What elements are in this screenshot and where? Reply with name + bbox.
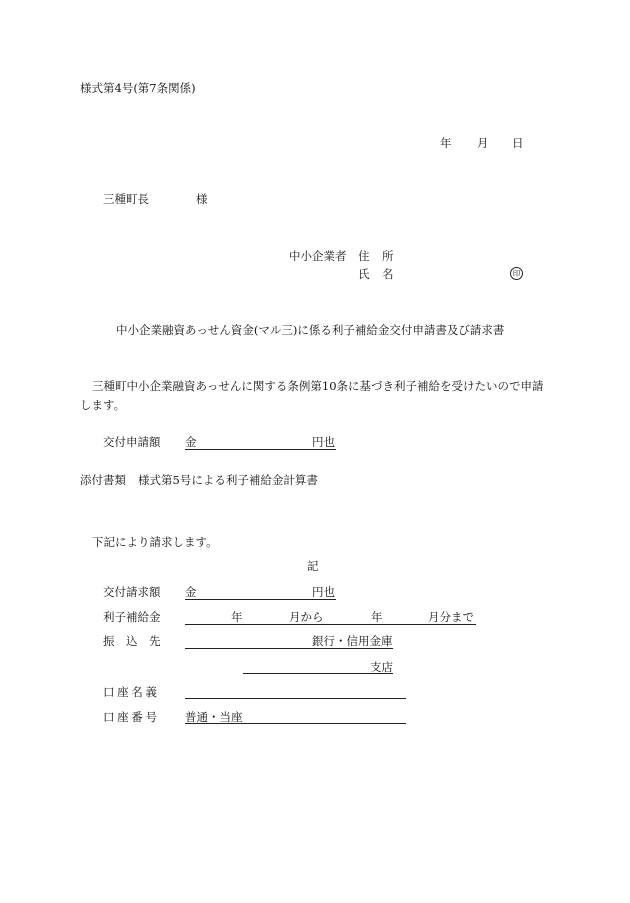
addressee-name: 三種町長	[103, 192, 149, 206]
date-month-label: 月	[477, 136, 489, 150]
request-heading: 記	[307, 559, 319, 573]
body-text-line-1: 三種町中小企業融資あっせんに関する条例第10条に基づき利子補給を受けたいので申請	[92, 379, 544, 393]
request-amount-label: 交付請求額	[103, 585, 161, 599]
attachments-label: 添付書類	[80, 473, 126, 487]
application-amount-prefix: 金	[185, 435, 197, 449]
request-amount-suffix: 円也	[312, 585, 335, 599]
period-blank	[185, 624, 476, 625]
transfer-label: 振 込 先	[103, 634, 161, 648]
period-year-from: 年	[231, 610, 243, 624]
period-month-from: 月から	[289, 610, 324, 624]
applicant-category: 中小企業者	[289, 249, 347, 263]
address-label-char-1: 住	[358, 249, 370, 263]
transfer-branch-suffix: 支店	[370, 660, 393, 674]
document-title: 中小企業融資あっせん資金(マル三)に係る利子補給金交付申請書及び請求書	[116, 323, 505, 337]
name-label-char-1: 氏	[358, 267, 370, 281]
period-month-to: 月分まで	[428, 610, 474, 624]
account-name-blank	[185, 698, 406, 699]
date-year-label: 年	[440, 136, 452, 150]
seal-mark: 印	[510, 267, 523, 280]
date-day-label: 日	[512, 136, 524, 150]
request-intro: 下記により請求します。	[92, 535, 218, 549]
body-text-line-2: します。	[80, 398, 126, 412]
transfer-bank-blank	[185, 648, 393, 649]
account-number-label: 口 座 番 号	[103, 710, 157, 724]
address-label-char-2: 所	[382, 249, 394, 263]
account-number-blank	[185, 723, 406, 724]
addressee-honorific: 様	[196, 192, 208, 206]
form-number-label: 様式第4号(第7条関係)	[80, 81, 196, 95]
account-name-label: 口 座 名 義	[103, 685, 157, 699]
application-amount-suffix: 円也	[312, 435, 335, 449]
application-amount-blank	[185, 449, 336, 450]
request-amount-prefix: 金	[185, 585, 197, 599]
application-amount-label: 交付申請額	[103, 435, 161, 449]
name-label-char-2: 名	[382, 267, 394, 281]
account-type: 普通・当座	[185, 710, 243, 724]
period-year-to: 年	[371, 610, 383, 624]
attachments-value: 様式第5号による利子補給金計算書	[138, 473, 318, 487]
request-amount-blank	[185, 599, 336, 600]
transfer-bank-suffix: 銀行・信用金庫	[312, 634, 393, 648]
period-label: 利子補給金	[103, 610, 161, 624]
transfer-branch-blank	[243, 673, 393, 674]
